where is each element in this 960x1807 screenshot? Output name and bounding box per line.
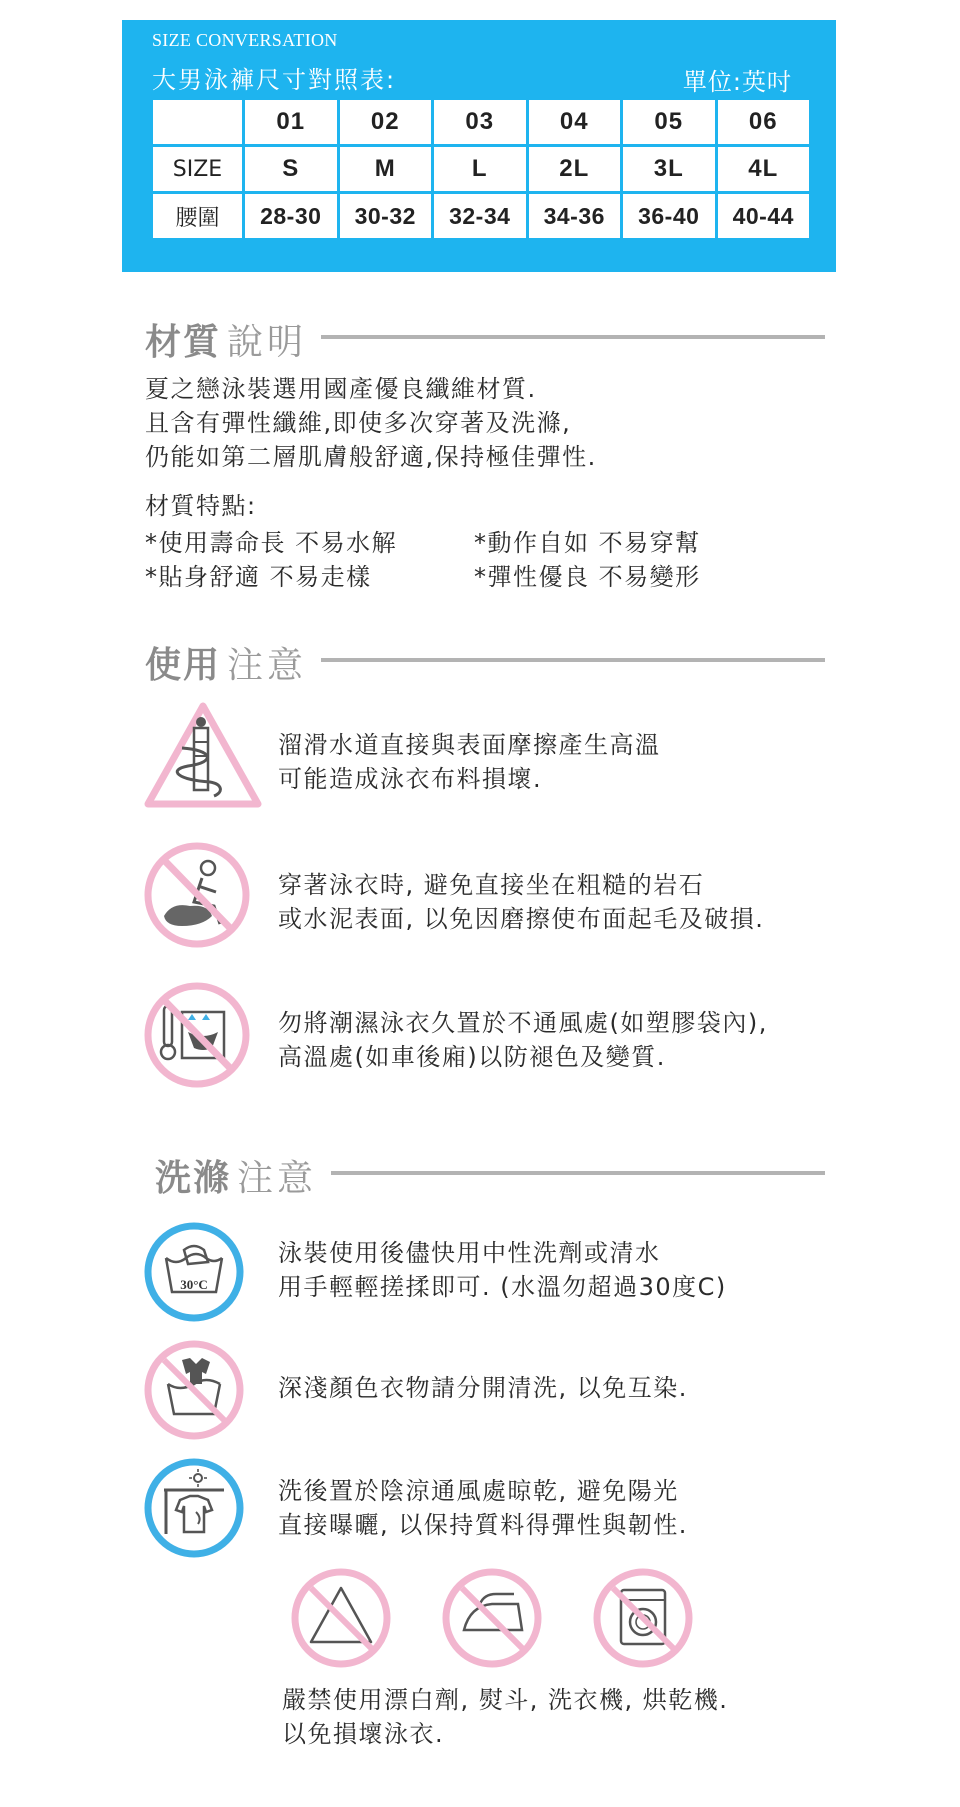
- size-chart-title: 大男泳褲尺寸對照表:: [152, 66, 397, 94]
- shade-dry-icon: [142, 1456, 246, 1560]
- material-features-title: 材質特點:: [145, 492, 257, 520]
- material-heading-bold: 材質: [145, 322, 222, 363]
- size-table: [150, 97, 812, 241]
- size-chart-unit: 單位:英吋: [682, 68, 792, 96]
- material-heading: [145, 314, 825, 363]
- usage-heading-bold: 使用: [145, 645, 222, 686]
- usage-text: [278, 1006, 768, 1074]
- table-cell: 32-34: [433, 193, 528, 240]
- usage-text: [278, 728, 661, 796]
- wash-temperature-label: 30°C: [180, 1277, 208, 1292]
- usage-heading-light: 注意: [227, 645, 308, 686]
- table-row-label: SIZE: [152, 146, 244, 193]
- table-header-cell: 01: [244, 99, 339, 146]
- heading-divider: [321, 658, 825, 662]
- material-feature: *動作自如 不易穿幫: [474, 529, 701, 557]
- no-washing-machine-icon: [591, 1566, 695, 1670]
- washing-heading-bold: 洗滌: [155, 1158, 232, 1199]
- wash-separately-icon: [142, 1338, 246, 1442]
- material-feature: *貼身舒適 不易走樣: [145, 563, 372, 591]
- usage-text-line: 高溫處(如車後廂)以防褪色及變質.: [278, 1043, 666, 1071]
- material-description: [145, 372, 597, 474]
- material-feature: *使用壽命長 不易水解: [145, 529, 398, 557]
- material-feature: *彈性優良 不易變形: [474, 563, 701, 591]
- table-row: [152, 193, 811, 240]
- size-chart-panel: [122, 20, 836, 272]
- no-damp-storage-icon: [142, 980, 252, 1090]
- washing-heading-light: 注意: [237, 1158, 318, 1199]
- material-desc-line: 夏之戀泳裝選用國產優良纖維材質.: [145, 375, 537, 403]
- prohibited-text-line: 嚴禁使用漂白劑, 熨斗, 洗衣機, 烘乾機.: [282, 1686, 729, 1714]
- material-desc-line: 仍能如第二層肌膚般舒適,保持極佳彈性.: [145, 443, 597, 471]
- table-corner-cell: [152, 99, 244, 146]
- table-cell: 34-36: [527, 193, 622, 240]
- table-cell: 28-30: [244, 193, 339, 240]
- usage-text-line: 或水泥表面, 以免因磨擦使布面起毛及破損.: [278, 905, 765, 933]
- washing-text: 深淺顏色衣物請分開清洗, 以免互染.: [278, 1374, 688, 1402]
- table-cell: 40-44: [716, 193, 811, 240]
- table-cell: 4L: [716, 146, 811, 193]
- usage-text-line: 勿將潮濕泳衣久置於不通風處(如塑膠袋內),: [278, 1009, 768, 1037]
- table-header-cell: 02: [338, 99, 433, 146]
- table-cell: 3L: [622, 146, 717, 193]
- size-chart-eyebrow: SIZE CONVERSATION: [152, 30, 338, 50]
- prohibited-text: [282, 1683, 728, 1751]
- washing-text-line: 泳裝使用後儘快用中性洗劑或清水: [278, 1239, 661, 1267]
- table-header-cell: 05: [622, 99, 717, 146]
- table-header-cell: 03: [433, 99, 528, 146]
- no-sitting-on-rock-icon: [142, 840, 252, 950]
- table-cell: 2L: [527, 146, 622, 193]
- usage-heading: [145, 637, 825, 686]
- water-slide-warning-icon: [142, 700, 264, 810]
- table-row: [152, 146, 811, 193]
- usage-text-line: 可能造成泳衣布料損壞.: [278, 765, 543, 793]
- washing-text-line: 用手輕輕搓揉即可. (水溫勿超過30度C): [278, 1273, 727, 1301]
- table-row: [152, 99, 811, 146]
- table-cell: S: [244, 146, 339, 193]
- no-iron-icon: [440, 1566, 544, 1670]
- usage-text-line: 溜滑水道直接與表面摩擦產生高溫: [278, 731, 661, 759]
- washing-text: [278, 1474, 688, 1542]
- table-cell: 36-40: [622, 193, 717, 240]
- washing-text: [278, 1236, 727, 1304]
- table-cell: L: [433, 146, 528, 193]
- heading-divider: [321, 335, 825, 339]
- washing-text-line: 直接曝曬, 以保持質料得彈性與韌性.: [278, 1511, 688, 1539]
- material-desc-line: 且含有彈性纖維,即使多次穿著及洗滌,: [145, 409, 572, 437]
- hand-wash-30c-icon: [142, 1220, 246, 1324]
- usage-text: [278, 868, 764, 936]
- usage-text-line: 穿著泳衣時, 避免直接坐在粗糙的岩石: [278, 871, 705, 899]
- prohibited-text-line: 以免損壞泳衣.: [282, 1720, 445, 1748]
- heading-divider: [331, 1171, 825, 1175]
- material-heading-light: 說明: [227, 322, 308, 363]
- washing-heading: [155, 1150, 825, 1199]
- no-bleach-icon: [289, 1566, 393, 1670]
- table-header-cell: 06: [716, 99, 811, 146]
- table-cell: 30-32: [338, 193, 433, 240]
- table-header-cell: 04: [527, 99, 622, 146]
- washing-text-line: 洗後置於陰涼通風處晾乾, 避免陽光: [278, 1477, 679, 1505]
- table-row-label: 腰圍: [152, 193, 244, 240]
- table-cell: M: [338, 146, 433, 193]
